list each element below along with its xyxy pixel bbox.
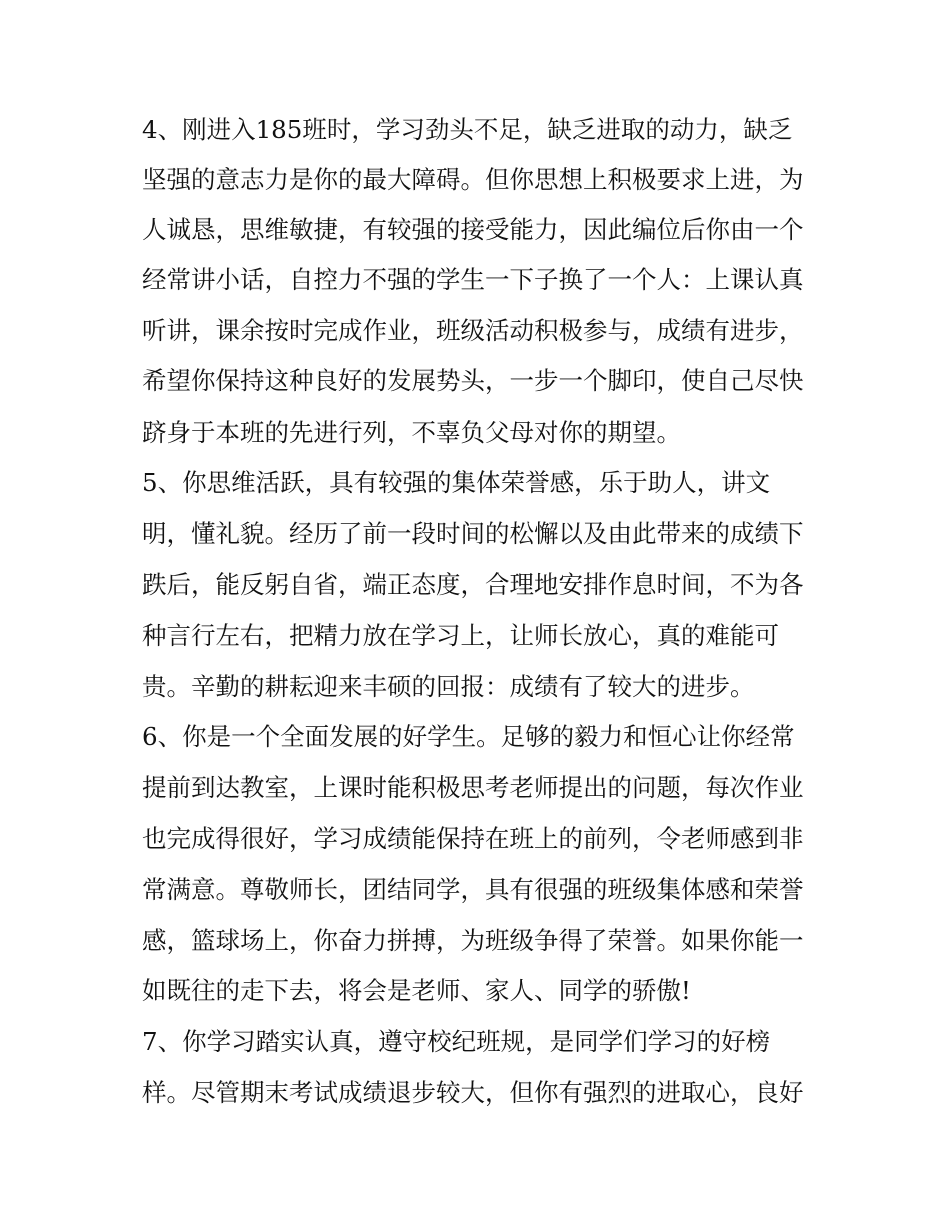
text-line: 4、刚进入185班时，学习劲头不足，缺乏进取的动力，缺乏 xyxy=(142,115,793,144)
text-line: 跌后，能反躬自省，端正态度，合理地安排作息时间，不为各 xyxy=(142,570,804,599)
text-line: 希望你保持这种良好的发展势头，一步一个脚印，使自己尽快 xyxy=(142,366,804,395)
text-line: 坚强的意志力是你的最大障碍。但你思想上积极要求上进，为 xyxy=(142,165,804,194)
text-line: 明，懂礼貌。经历了前一段时间的松懈以及由此带来的成绩下 xyxy=(142,519,804,548)
text-line: 6、你是一个全面发展的好学生。足够的毅力和恒心让你经常 xyxy=(142,722,795,751)
text-line: 经常讲小话，自控力不强的学生一下子换了一个人：上课认真 xyxy=(142,265,804,294)
text-line: 提前到达教室，上课时能积极思考老师提出的问题，每次作业 xyxy=(142,773,804,802)
text-line: 5、你思维活跃，具有较强的集体荣誉感，乐于助人，讲文 xyxy=(142,468,771,497)
text-line: 也完成得很好，学习成绩能保持在班上的前列，令老师感到非 xyxy=(142,824,804,853)
text-line: 听讲，课余按时完成作业，班级活动积极参与，成绩有进步， xyxy=(142,316,804,345)
text-line: 常满意。尊敬师长，团结同学，具有很强的班级集体感和荣誉 xyxy=(142,875,804,904)
text-line: 跻身于本班的先进行列，不辜负父母对你的期望。 xyxy=(142,418,681,447)
text-line: 人诚恳，思维敏捷，有较强的接受能力，因此编位后你由一个 xyxy=(142,215,804,244)
text-line: 感，篮球场上，你奋力拼搏，为班级争得了荣誉。如果你能一 xyxy=(142,926,804,955)
text-line: 种言行左右，把精力放在学习上，让师长放心，真的难能可 xyxy=(142,621,779,650)
text-line: 如既往的走下去，将会是老师、家人、同学的骄傲! xyxy=(142,976,691,1005)
text-line: 样。尽管期末考试成绩退步较大，但你有强烈的进取心，良好 xyxy=(142,1078,804,1107)
text-line: 贵。辛勤的耕耘迎来丰硕的回报：成绩有了较大的进步。 xyxy=(142,672,755,701)
text-line: 7、你学习踏实认真，遵守校纪班规，是同学们学习的好榜 xyxy=(142,1027,771,1056)
